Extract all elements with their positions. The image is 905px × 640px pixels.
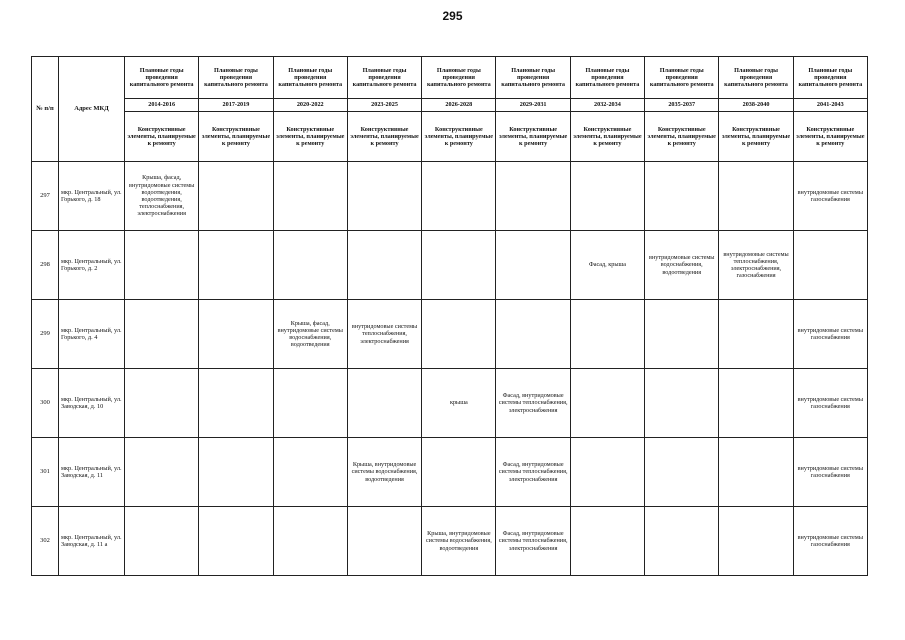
repair-cell xyxy=(125,300,199,369)
header-elements: Конструктивные элементы, планируемые к ремонту xyxy=(496,112,570,162)
period-header: 2038-2040 xyxy=(719,99,793,112)
repair-cell: Крыша, внутридомовые системы водоснабжения, водоотведения xyxy=(347,438,421,507)
row-number: 300 xyxy=(32,369,59,438)
header-planned-years: Плановые годы проведения капитального ремонта xyxy=(125,57,199,99)
row-number: 298 xyxy=(32,231,59,300)
repair-cell xyxy=(570,438,644,507)
repair-cell xyxy=(125,438,199,507)
header-elements: Конструктивные элементы, планируемые к ремонту xyxy=(347,112,421,162)
table-row xyxy=(32,162,868,231)
header-row-elements xyxy=(32,112,868,162)
table-row xyxy=(32,231,868,300)
header-planned-years: Плановые годы проведения капитального ремонта xyxy=(422,57,496,99)
row-address: мкр. Центральный, ул. Заводская, д. 10 xyxy=(59,369,125,438)
repair-cell xyxy=(422,300,496,369)
period-header: 2029-2031 xyxy=(496,99,570,112)
period-header: 2035-2037 xyxy=(645,99,719,112)
repair-cell xyxy=(645,507,719,576)
repair-cell: внутридомовые системы газоснабжения xyxy=(793,438,867,507)
repair-cell xyxy=(125,507,199,576)
header-elements: Конструктивные элементы, планируемые к ремонту xyxy=(793,112,867,162)
header-planned-years: Плановые годы проведения капитального ремонта xyxy=(496,57,570,99)
period-header: 2041-2043 xyxy=(793,99,867,112)
repair-cell xyxy=(199,507,273,576)
header-elements: Конструктивные элементы, планируемые к ремонту xyxy=(199,112,273,162)
repair-cell xyxy=(347,507,421,576)
repair-cell xyxy=(199,438,273,507)
repair-cell xyxy=(422,162,496,231)
repair-cell xyxy=(125,231,199,300)
header-planned-years: Плановые годы проведения капитального ремонта xyxy=(719,57,793,99)
repair-cell xyxy=(347,369,421,438)
repair-cell: внутридомовые системы газоснабжения xyxy=(793,369,867,438)
header-elements: Конструктивные элементы, планируемые к ремонту xyxy=(719,112,793,162)
repair-cell: внутридомовые системы теплоснабжения, электроснабжения xyxy=(347,300,421,369)
header-row-planned-years xyxy=(32,57,868,99)
repair-cell xyxy=(496,300,570,369)
row-number: 301 xyxy=(32,438,59,507)
repair-cell xyxy=(199,231,273,300)
repair-cell xyxy=(347,231,421,300)
repair-cell xyxy=(719,507,793,576)
repair-cell xyxy=(273,231,347,300)
repair-cell: внутридомовые системы теплоснабжения, электроснабжения, газоснабжения xyxy=(719,231,793,300)
repair-cell: Фасад, внутридомовые системы теплоснабжения, электроснабжения xyxy=(496,369,570,438)
repair-cell xyxy=(645,162,719,231)
capital-repair-table xyxy=(31,56,868,576)
row-address: мкр. Центральный, ул. Заводская, д. 11 xyxy=(59,438,125,507)
repair-cell: Фасад, внутридомовые системы теплоснабжения, электроснабжения xyxy=(496,438,570,507)
repair-cell: Крыша, внутридомовые системы водоснабжения, водоотведения xyxy=(422,507,496,576)
repair-cell xyxy=(199,300,273,369)
header-planned-years: Плановые годы проведения капитального ремонта xyxy=(645,57,719,99)
period-header: 2017-2019 xyxy=(199,99,273,112)
table-row xyxy=(32,507,868,576)
header-elements: Конструктивные элементы, планируемые к ремонту xyxy=(273,112,347,162)
repair-cell xyxy=(570,162,644,231)
row-number: 299 xyxy=(32,300,59,369)
repair-cell xyxy=(273,162,347,231)
repair-cell xyxy=(793,231,867,300)
header-planned-years: Плановые годы проведения капитального ремонта xyxy=(793,57,867,99)
row-address: мкр. Центральный, ул. Горького, д. 4 xyxy=(59,300,125,369)
repair-cell xyxy=(199,369,273,438)
repair-cell xyxy=(273,507,347,576)
header-planned-years: Плановые годы проведения капитального ремонта xyxy=(347,57,421,99)
header-planned-years: Плановые годы проведения капитального ремонта xyxy=(199,57,273,99)
header-elements: Конструктивные элементы, планируемые к ремонту xyxy=(570,112,644,162)
repair-cell: Фасад, крыша xyxy=(570,231,644,300)
repair-cell: внутридомовые системы газоснабжения xyxy=(793,507,867,576)
repair-cell xyxy=(719,438,793,507)
repair-cell: Крыша, фасад, внутридомовые системы водоотведения, водоотведения, теплоснабжения, электроснабжения xyxy=(125,162,199,231)
repair-cell xyxy=(570,300,644,369)
table-row xyxy=(32,300,868,369)
repair-cell xyxy=(273,438,347,507)
repair-cell xyxy=(422,231,496,300)
repair-cell: крыша xyxy=(422,369,496,438)
row-address: мкр. Центральный, ул. Горького, д. 2 xyxy=(59,231,125,300)
repair-cell: внутридомовые системы газоснабжения xyxy=(793,300,867,369)
repair-cell xyxy=(719,369,793,438)
repair-cell xyxy=(496,162,570,231)
header-row-periods xyxy=(32,99,868,112)
repair-cell xyxy=(199,162,273,231)
repair-cell: внутридомовые системы газоснабжения xyxy=(793,162,867,231)
row-number: 302 xyxy=(32,507,59,576)
repair-cell xyxy=(273,369,347,438)
row-number: 297 xyxy=(32,162,59,231)
repair-cell: Фасад, внутридомовые системы теплоснабжения, электроснабжения xyxy=(496,507,570,576)
period-header: 2014-2016 xyxy=(125,99,199,112)
header-address: Адрес МКД xyxy=(59,57,125,162)
repair-cell xyxy=(422,438,496,507)
table-row xyxy=(32,369,868,438)
repair-cell xyxy=(719,300,793,369)
header-elements: Конструктивные элементы, планируемые к ремонту xyxy=(645,112,719,162)
row-address: мкр. Центральный, ул. Заводская, д. 11 а xyxy=(59,507,125,576)
table-row xyxy=(32,438,868,507)
repair-cell xyxy=(347,162,421,231)
period-header: 2032-2034 xyxy=(570,99,644,112)
repair-cell: внутридомовые системы водоснабжения, водоотведения xyxy=(645,231,719,300)
repair-cell xyxy=(570,507,644,576)
period-header: 2020-2022 xyxy=(273,99,347,112)
repair-cell xyxy=(645,369,719,438)
repair-cell xyxy=(496,231,570,300)
row-address: мкр. Центральный, ул. Горького, д. 18 xyxy=(59,162,125,231)
repair-cell: Крыша, фасад, внутридомовые системы водоснабжения, водоотведения xyxy=(273,300,347,369)
period-header: 2026-2028 xyxy=(422,99,496,112)
repair-cell xyxy=(645,438,719,507)
header-planned-years: Плановые годы проведения капитального ремонта xyxy=(570,57,644,99)
repair-cell xyxy=(719,162,793,231)
repair-cell xyxy=(645,300,719,369)
header-num: № п/п xyxy=(32,57,59,162)
header-elements: Конструктивные элементы, планируемые к ремонту xyxy=(125,112,199,162)
header-planned-years: Плановые годы проведения капитального ремонта xyxy=(273,57,347,99)
header-elements: Конструктивные элементы, планируемые к ремонту xyxy=(422,112,496,162)
repair-cell xyxy=(125,369,199,438)
repair-cell xyxy=(570,369,644,438)
period-header: 2023-2025 xyxy=(347,99,421,112)
page-number: 295 xyxy=(442,9,463,23)
